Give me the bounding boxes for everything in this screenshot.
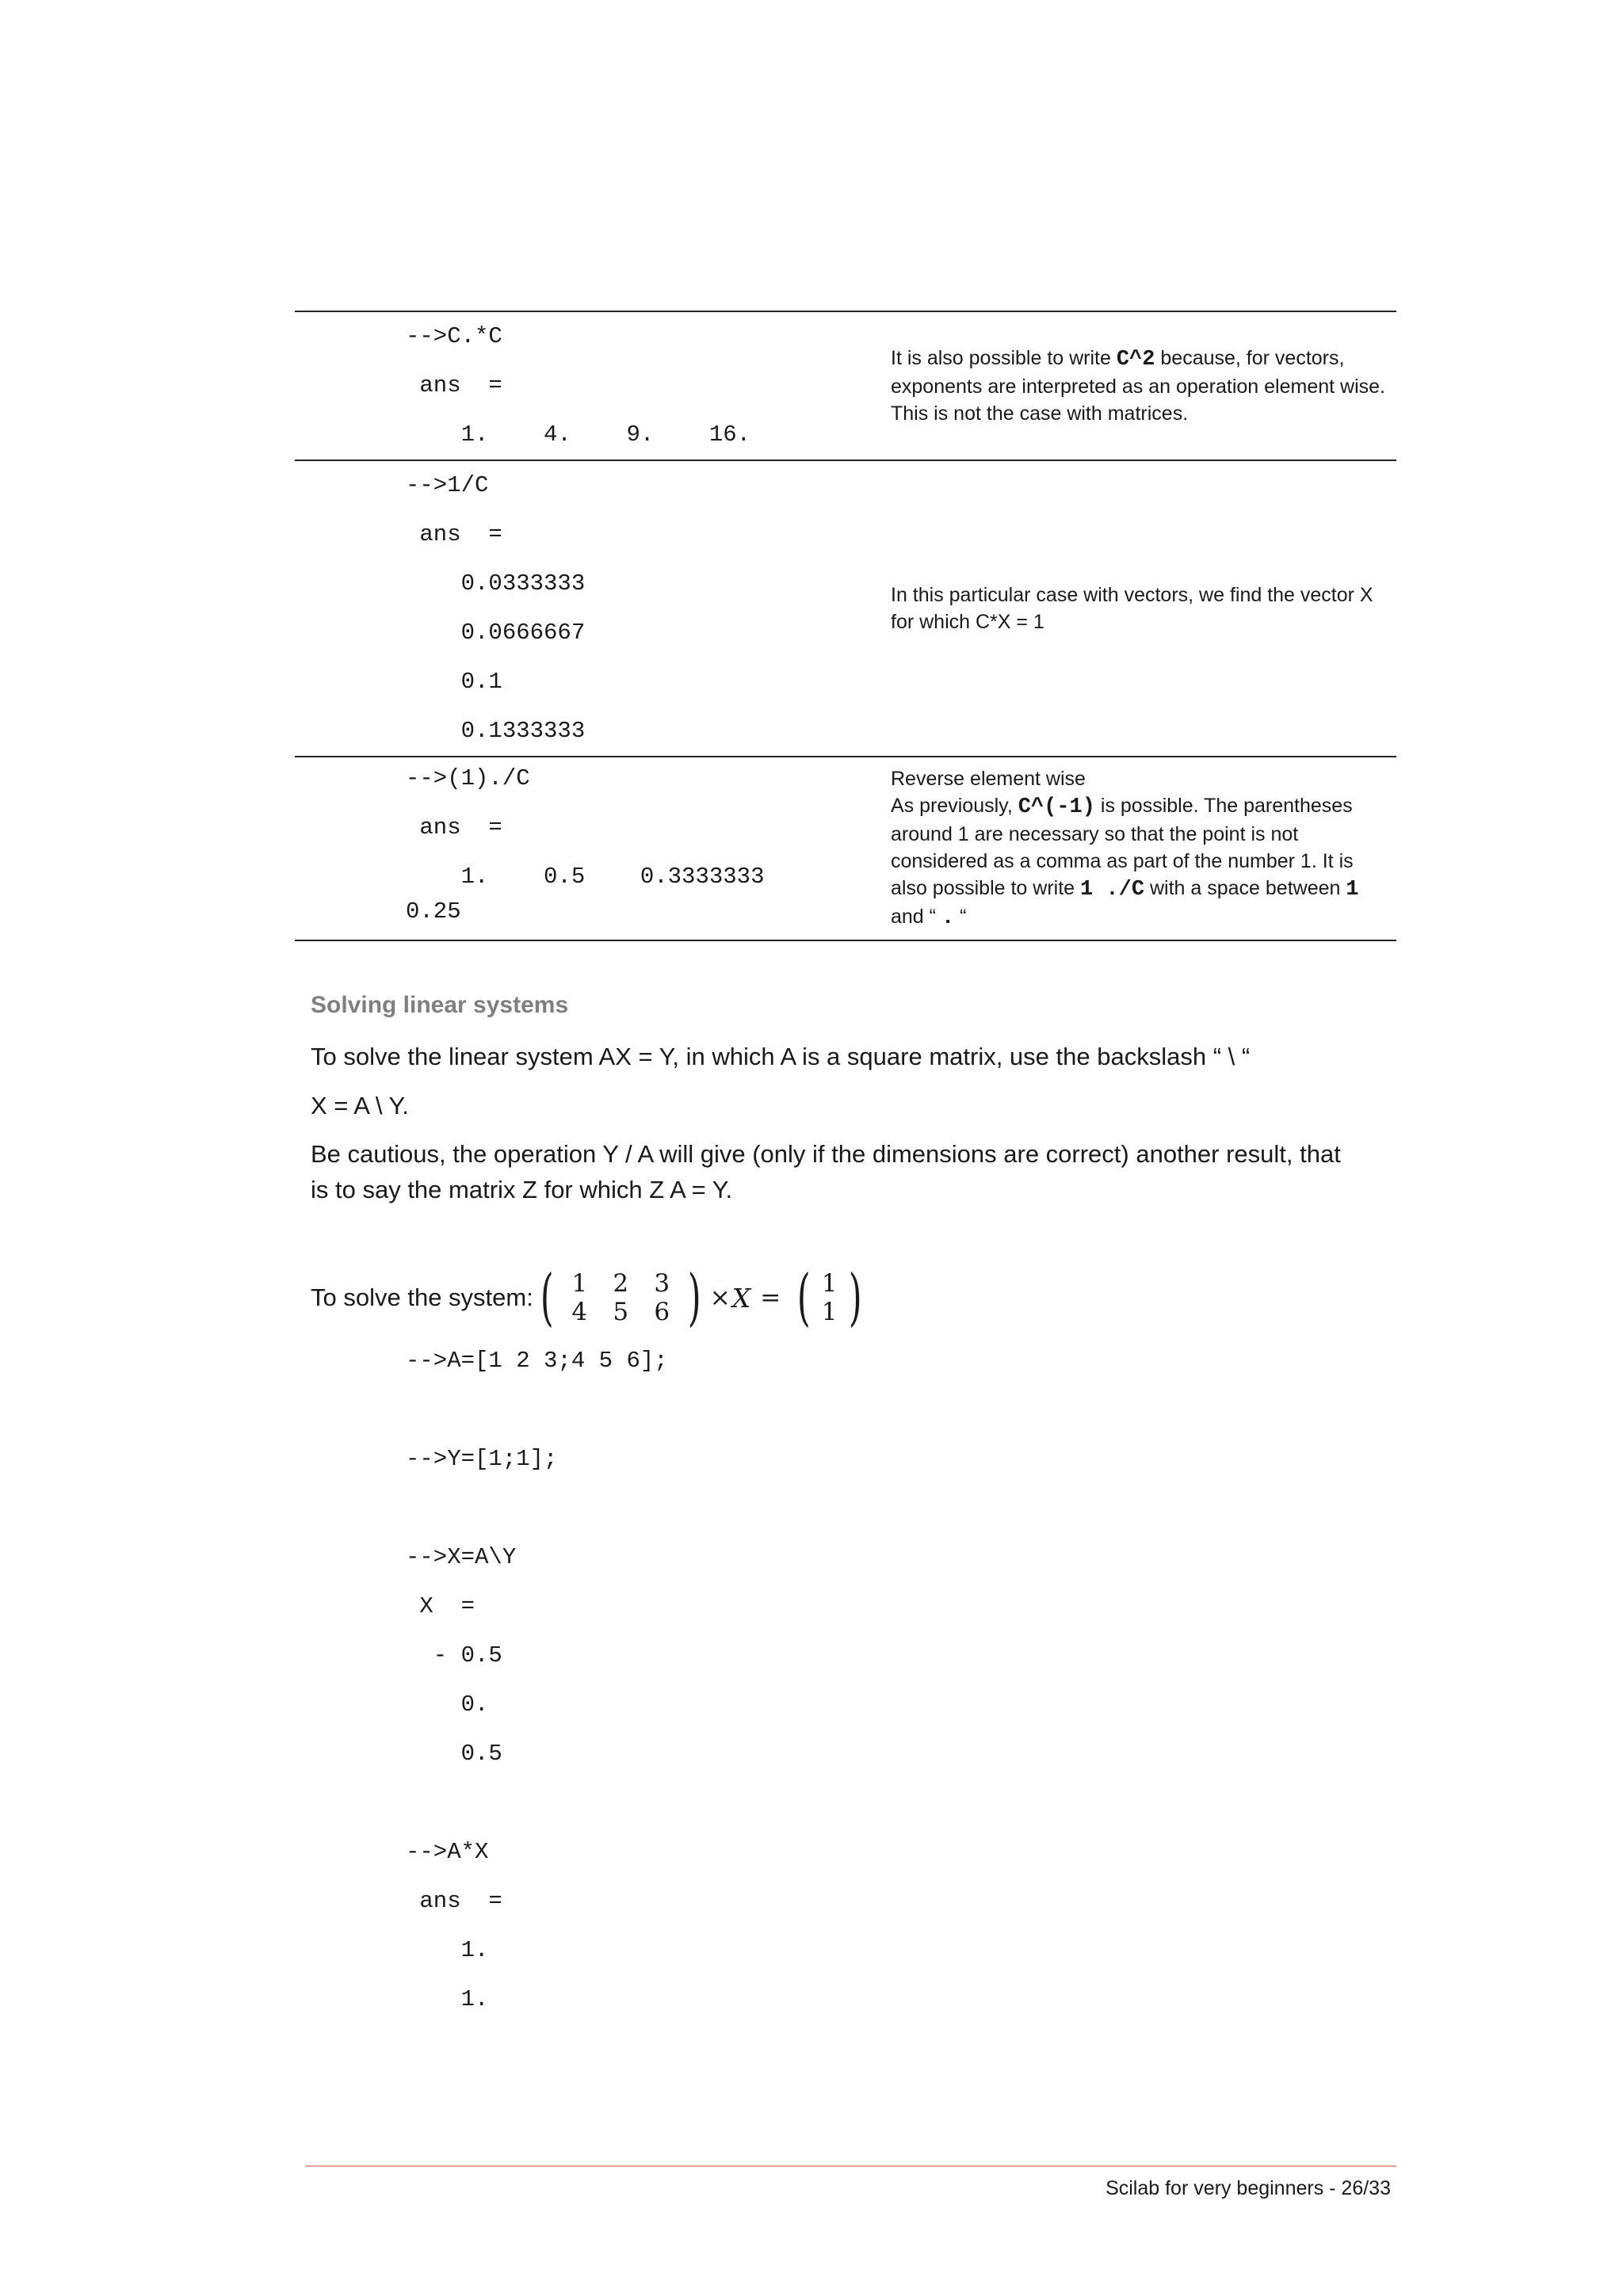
code-line: -->(1)./C (406, 765, 530, 791)
paragraph: X = A \ Y. (311, 1092, 409, 1119)
paragraph: is to say the matrix Z for which Z A = Y. (311, 1176, 733, 1203)
code-line: 1. 0.5 0.3333333 (406, 864, 765, 890)
console-command: -->Y=[1;1]; (406, 1446, 558, 1472)
vector-y-grid (816, 1269, 843, 1326)
note-text: “ (954, 906, 967, 928)
variable-x: X (731, 1282, 751, 1314)
note-code: . (941, 906, 955, 930)
system-label: To solve the system: (311, 1283, 533, 1311)
console-command: -->A=[1 2 3;4 5 6]; (406, 1348, 668, 1374)
code-line: ans = (406, 372, 502, 399)
matrix-a-grid (559, 1269, 682, 1326)
right-paren: ) (688, 1262, 701, 1333)
note-text: and “ (891, 906, 941, 928)
note-cell (891, 460, 1396, 757)
note-text: with a space between (1144, 877, 1346, 899)
operations-table (295, 311, 1396, 941)
code-line: ans = (406, 814, 502, 841)
note-text: In this particular case with vectors, we find the vector X for which C*X = 1 (891, 584, 1373, 633)
code-line: 0.1333333 (406, 718, 586, 744)
console-command: -->X=A\Y (406, 1544, 517, 1570)
console-output-line: 0.5 (406, 1741, 502, 1767)
console-output-line: 1. (406, 1937, 489, 1963)
table-row (295, 460, 1396, 757)
vector-entry: 1 (821, 1298, 838, 1326)
note-cell (891, 311, 1396, 460)
vector-entry: 1 (821, 1269, 838, 1298)
note-code: C^2 (1116, 348, 1155, 372)
code-line: -->C.*C (406, 323, 502, 349)
matrix-entry: 6 (654, 1298, 670, 1326)
note-text: Reverse element wise (891, 768, 1086, 790)
note-cell (891, 757, 1396, 940)
code-line: 0.0666667 (406, 620, 586, 646)
code-cell (295, 460, 891, 757)
vector-y (792, 1262, 867, 1333)
matrix-entry: 1 (571, 1269, 588, 1298)
note-text: because, for vectors, exponents are interpreted as an operation element wise. This is not the case with matrices. (891, 347, 1385, 425)
matrix-a (535, 1262, 707, 1333)
left-paren: ( (540, 1262, 554, 1333)
paragraph: Be cautious, the operation Y / A will give (only if the dimensions are correct) another result, that (311, 1140, 1341, 1168)
code-line: 0.1 (406, 669, 502, 695)
code-line: -->1/C (406, 472, 489, 498)
times-sign: × (709, 1283, 731, 1312)
matrix-entry: 4 (571, 1298, 588, 1326)
code-cell (295, 757, 891, 940)
system-equation (311, 1262, 869, 1333)
note-text: It is also possible to write (891, 347, 1117, 369)
note-code: 1 (1346, 878, 1359, 902)
code-cell (295, 311, 891, 460)
note-code: C^(-1) (1018, 795, 1095, 819)
code-line: 0.0333333 (406, 570, 586, 597)
paragraph: To solve the linear system AX = Y, in which A is a square matrix, use the backslash “ \ “ (311, 1043, 1251, 1070)
console-output-line: ans = (406, 1888, 502, 1914)
right-paren: ) (848, 1262, 862, 1333)
note-code: 1 ./C (1080, 878, 1145, 902)
matrix-entry: 2 (613, 1269, 629, 1298)
section-title: Solving linear systems (311, 992, 569, 1018)
code-line: 1. 4. 9. 16. (406, 421, 751, 448)
left-paren: ( (797, 1262, 811, 1333)
table-row (295, 757, 1396, 940)
console-output-line: X = (406, 1593, 475, 1619)
code-line: 0.25 (406, 898, 461, 925)
console-command: -->A*X (406, 1839, 489, 1865)
console-output-line: 1. (406, 1986, 489, 2012)
note-text: is possible. The parentheses around 1 are necessary so that the point is not considered as a comma as part of the number 1. It is also possible to write (891, 795, 1354, 899)
note-text: As previously, (891, 795, 1018, 817)
console-output-line: - 0.5 (406, 1642, 502, 1669)
matrix-entry: 3 (654, 1269, 670, 1298)
equals-sign: = (760, 1283, 781, 1312)
footer-divider (305, 2165, 1396, 2167)
page-footer: Scilab for very beginners - 26/33 (1106, 2177, 1391, 2199)
table-row (295, 311, 1396, 460)
matrix-entry: 5 (613, 1298, 629, 1326)
console-output-line: 0. (406, 1691, 489, 1718)
code-line: ans = (406, 521, 502, 547)
